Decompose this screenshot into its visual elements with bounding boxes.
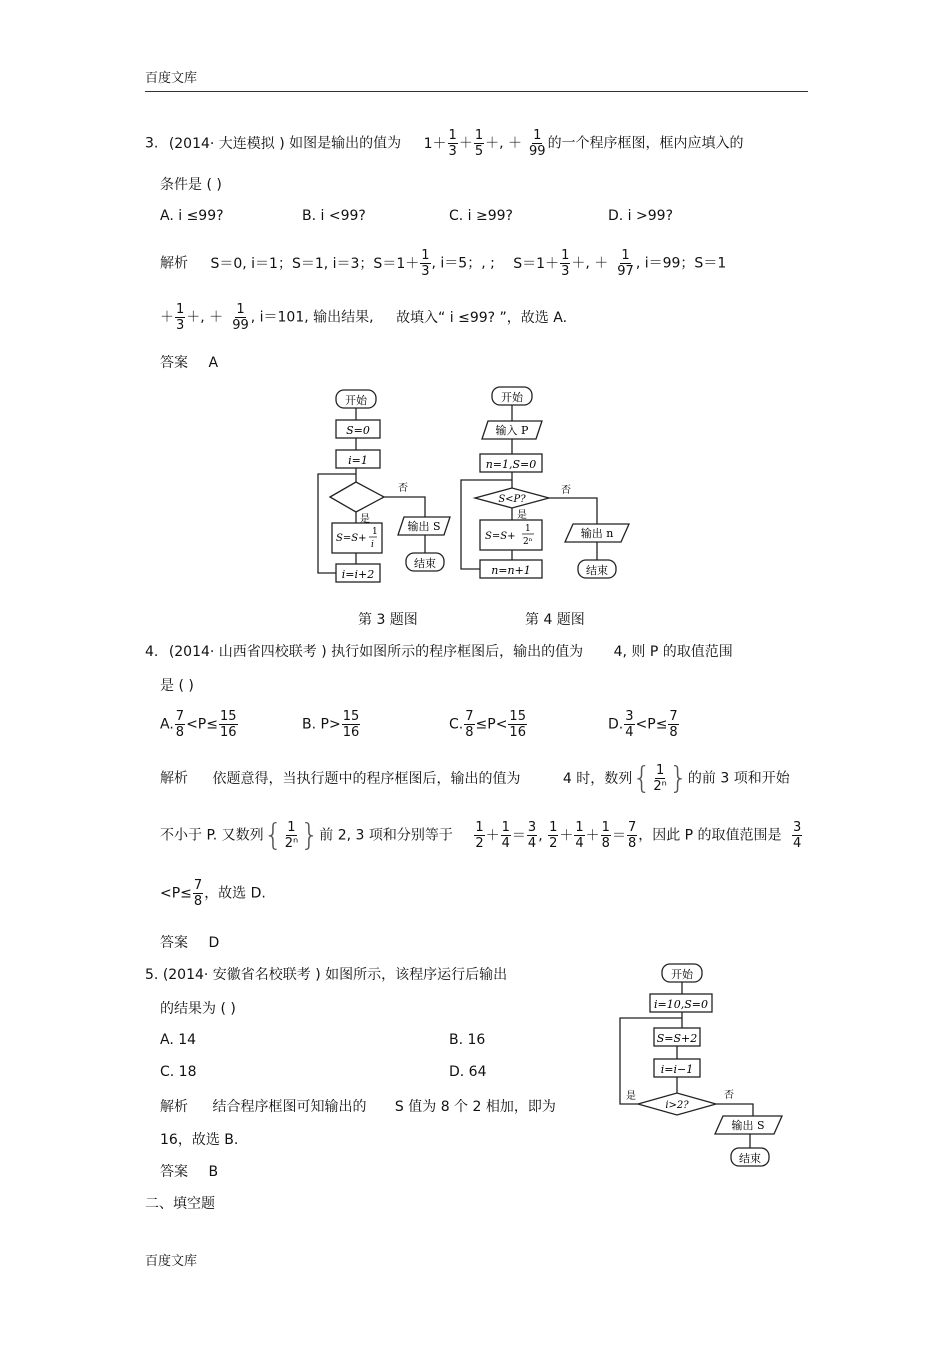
- q4-solution-text: 4 时，数列: [562, 770, 633, 787]
- q3-solution-text: , i＝5；, ;: [431, 255, 495, 272]
- flow-start: 开始: [345, 394, 367, 407]
- q3-option-b: B. i <99?: [302, 208, 366, 224]
- q3-expr-lead: 1＋: [423, 135, 447, 152]
- solution-label: 解析: [160, 770, 188, 787]
- flowchart-q3: [310, 382, 460, 592]
- q5-answer: [160, 1161, 218, 1181]
- q4-solution-text: ，故选 D.: [204, 885, 266, 902]
- answer-value: A: [208, 355, 219, 371]
- q5-option-a: A. 14: [160, 1032, 197, 1048]
- q4-solution-line1: [160, 760, 790, 796]
- q4-number: 4.: [145, 644, 159, 660]
- q3-stem-c: 条件是 ( ): [160, 177, 222, 193]
- header-rule: [145, 91, 808, 92]
- flow-increment: n=n+1: [491, 564, 531, 577]
- q4-option-b: B. P> $\frac{15}{16}$: [302, 709, 360, 740]
- q3-number: 3.: [145, 135, 159, 152]
- flow-frac-den: 2ⁿ: [523, 537, 533, 547]
- answer-value: B: [208, 1164, 219, 1180]
- flow-init-s: S=0: [346, 424, 370, 437]
- q4-solution-text: <P≤: [160, 885, 192, 902]
- flow-output: 输出 S: [407, 520, 441, 533]
- flow-init-i: i=1: [348, 454, 368, 467]
- flow-frac-num: 1: [372, 527, 378, 537]
- flow-no-label: 否: [398, 483, 408, 494]
- q3-solution-text: ＋, ＋: [186, 309, 224, 326]
- fraction: $\frac{1}{3}$: [561, 248, 570, 279]
- fraction: $\frac{1}{99}$: [529, 128, 546, 159]
- flow-no-label: 否: [724, 1090, 734, 1101]
- q3-solution-line1: [160, 248, 726, 279]
- q4-solution-text: 不小于 P. 又数列: [160, 827, 264, 844]
- q4-solution-line3: <P≤ $\frac{7}{8}$ ，故选 D.: [160, 878, 266, 909]
- q4-solution-text: ，因此 P 的取值范围是: [638, 827, 782, 844]
- flow-frac-den: i: [371, 540, 374, 550]
- q4-option-a: A. $\frac{7}{8}$ <P≤ $\frac{15}{16}$: [160, 709, 237, 740]
- flow-yes-label: 是: [360, 514, 370, 525]
- fraction: $\frac{1}{97}$: [617, 248, 634, 279]
- flow-increment: i=i+2: [341, 568, 375, 581]
- q3-stem-b: 的一个程序框图，框内应填入的: [547, 135, 744, 152]
- q5-solution-line1: [160, 1096, 556, 1116]
- q3-solution-text: , i＝99；S＝1: [635, 255, 727, 272]
- figure-caption-3: 第 3 题图: [358, 612, 418, 628]
- flow-update: S=S+2: [656, 1032, 698, 1045]
- answer-label: 答案: [160, 355, 188, 371]
- flow-yes-label: 是: [517, 510, 527, 521]
- flow-update: S=S+: [485, 531, 516, 542]
- q5-stem-line: [145, 964, 507, 984]
- fraction: $\frac{1}{5}$: [474, 128, 484, 159]
- q3-solution-text: S＝1＋: [513, 255, 560, 272]
- q3-option-d: D. i >99?: [608, 208, 673, 224]
- q5-solution-line2: 16，故选 B.: [160, 1132, 239, 1148]
- flow-condition: S<P?: [498, 494, 526, 505]
- q3-option-c: C. i ≥99?: [449, 208, 513, 224]
- q3-stem-line: [145, 128, 744, 159]
- q3-expr-plus: ＋, ＋: [485, 135, 523, 152]
- sequence-brace: { $\frac{1}{\text{2ⁿ}}$ }: [632, 760, 688, 796]
- q4-option-d: D. $\frac{3}{4}$ <P≤ $\frac{7}{8}$: [608, 709, 678, 740]
- q5-stem-a: 如图所示，该程序运行后输出: [325, 967, 508, 983]
- flow-end: 结束: [414, 557, 436, 570]
- flowchart-q5: [610, 958, 790, 1170]
- q5-stem-b: 的结果为 ( ): [160, 1001, 236, 1017]
- q4-solution-text: 前 2, 3 项和分别等于: [319, 827, 453, 844]
- fraction: $\frac{1}{3}$: [421, 248, 430, 279]
- fraction: $\frac{1}{3}$: [176, 302, 185, 333]
- q4-solution-text: 依题意得，当执行题中的程序框图后，输出的值为: [212, 770, 521, 787]
- q4-stem-b: 4, 则 P 的取值范围: [613, 644, 733, 660]
- answer-label: 答案: [160, 935, 188, 951]
- footer-text: 百度文库: [145, 1254, 198, 1269]
- flowchart-q4: [455, 382, 635, 592]
- q3-source: (2014· 大连模拟 ): [168, 135, 285, 152]
- q3-solution-text: 故填入“ i ≤99? ”，故选 A.: [396, 309, 568, 326]
- q5-option-d: D. 64: [449, 1064, 487, 1080]
- sequence-brace: { $\frac{1}{\text{2ⁿ}}$ }: [263, 817, 320, 853]
- section-title: 二、填空题: [145, 1196, 215, 1212]
- flow-input: 输入 P: [495, 424, 529, 437]
- flow-no-label: 否: [561, 485, 571, 496]
- q3-solution-text: ＋: [160, 309, 174, 326]
- q4-option-c: C. $\frac{7}{8}$ ≤P< $\frac{15}{16}$: [449, 709, 526, 740]
- q4-source: (2014· 山西省四校联考 ): [168, 644, 327, 660]
- q3-option-a: A. i ≤99?: [160, 208, 224, 224]
- q4-answer: [160, 932, 219, 952]
- flow-init: i=10,S=0: [654, 998, 708, 1011]
- solution-label: 解析: [160, 1099, 188, 1115]
- q5-option-c: C. 18: [160, 1064, 197, 1080]
- solution-label: 解析: [160, 255, 188, 272]
- q4-solution-text: 的前 3 项和开始: [687, 770, 790, 787]
- flow-frac-num: 1: [525, 524, 531, 534]
- q3-solution-text: , i＝101, 输出结果,: [250, 309, 374, 326]
- figure-caption-4: 第 4 题图: [525, 612, 585, 628]
- q5-option-b: B. 16: [449, 1032, 486, 1048]
- flow-end: 结束: [739, 1152, 761, 1165]
- flow-output: 输出 S: [731, 1119, 765, 1132]
- q3-solution-text: ＋, ＋: [571, 255, 609, 272]
- q4-stem-a: 执行如图所示的程序框图后，输出的值为: [331, 644, 584, 660]
- flow-end: 结束: [586, 564, 608, 577]
- q4-stem-line: [145, 641, 733, 661]
- fraction: $\frac{1}{3}$: [448, 128, 457, 159]
- q3-stem-a: 如图是输出的值为: [289, 135, 402, 152]
- q3-solution-text: S＝0, i＝1；S＝1, i＝3；S＝1＋: [210, 255, 420, 272]
- q3-solution-line2: [160, 302, 567, 333]
- fraction: $\frac{1}{99}$: [232, 302, 249, 333]
- q3-answer: [160, 352, 218, 372]
- header-text: 百度文库: [145, 71, 198, 86]
- q5-solution-text: 结合程序框图可知输出的: [212, 1099, 367, 1115]
- q5-number: 5.: [145, 967, 159, 983]
- q4-stem-c: 是 ( ): [160, 678, 194, 694]
- answer-value: D: [208, 935, 220, 951]
- q5-source: (2014· 安徽省名校联考 ): [162, 967, 321, 983]
- flow-update: S=S+: [336, 533, 367, 544]
- flow-decrement: i=i−1: [660, 1063, 694, 1076]
- flow-condition: i>2?: [665, 1100, 689, 1111]
- answer-label: 答案: [160, 1164, 188, 1180]
- q4-solution-line2: 不小于 P. 又数列 { $\frac{1}{\text{2ⁿ}}$ } 前 2, 3 项和分别等于 $\frac{1}{2}$ ＋ $\frac{1}{4}$ ＝ $\frac{3}{4}$ , $\frac{1}{2}$ ＋ $\frac{1}{4}$ ＋ $\frac{1}{8}$ ＝ $\frac{7}{8}$ ，因此 P 的取值范围是 $\frac{3}{4}$: [160, 817, 802, 853]
- flow-init: n=1,S=0: [485, 458, 537, 471]
- flow-start: 开始: [501, 391, 523, 404]
- q3-expr-plus: ＋: [458, 135, 473, 152]
- flow-yes-label: 是: [626, 1091, 636, 1102]
- flow-output: 输出 n: [580, 527, 614, 540]
- flow-start: 开始: [671, 968, 693, 981]
- q5-solution-text: S 值为 8 个 2 相加，即为: [394, 1099, 556, 1115]
